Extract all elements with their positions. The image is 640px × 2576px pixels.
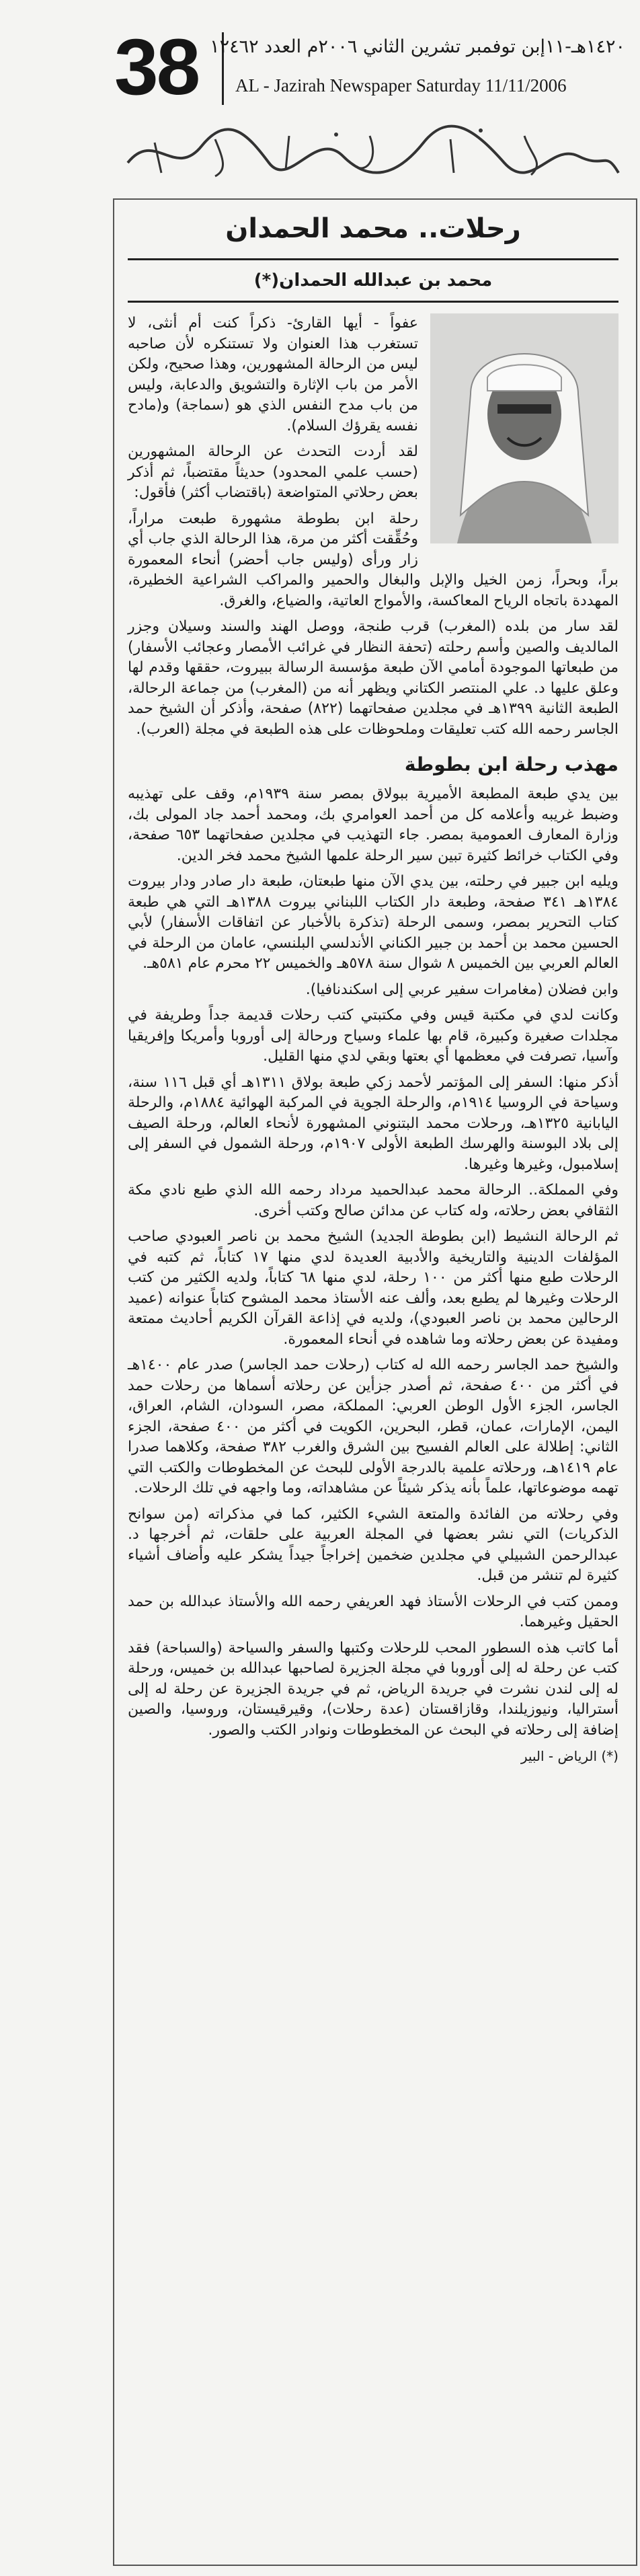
paragraph: وكانت لدي في مكتبة قيس وفي مكتبتي كتب رحلات قديمة جداً وطريفة في مجلدات صغيرة وكبيرة، قام بها علماء وسياح ورحالة إلى أوروبا وأمريكا وإفريقيا وآسيا، تصرفت في معظمها أي بعتها وبقي لدي منها القليل. — [128, 1007, 618, 1065]
paragraph: وابن فضلان (مغامرات سفير عربي إلى اسكندنافيا). — [305, 981, 618, 998]
paragraph: عفواً - أيها القارئ- ذكراً كنت أم أنثى، لا تستغرب هذا العنوان ولا تستنكره لأن صاحبه ليس من الرحالة المشهورين، وهذا صحيح، ولكن الأمر من باب الإثارة والتشويق والدعابة، وليس من باب مدح النفس الذي هو (سماجة) و(مادح نفسه يقرؤك السلام). — [128, 315, 418, 434]
paragraph: وفي المملكة.. الرحالة محمد عبدالحميد مرداد رحمه الله الذي طبع نادي مكة الثقافي بعض رحلاته، وله كتاب عن مدائن صالح وكتب أخرى. — [128, 1182, 618, 1219]
masthead — [114, 23, 625, 112]
paragraph: رحلة ابن بطوطة مشهورة طبعت مراراً، وحُقِّقت أكثر من مرة، هذا الرحالة الذي جاب أي زار ورأى (وليس جاب أحضر) أنحاء المعمورة براً، وبحراً، زمن الخيل والإبل والبغال والحمير والمراكب الشراعية الخطيرة، المهددة باتجاه الرياح المعاكسة، والأمواج العاتية، والضياع، والغرق. — [128, 510, 618, 609]
paragraph: وممن كتب في الرحلات الأستاذ فهد العريفي رحمه الله والأستاذ عبدالله بن حمد الحقيل وغيرهما. — [128, 1593, 618, 1630]
paragraph: أما كاتب هذه السطور المحب للرحلات وكتبها والسفر والسياحة (والسباحة) فقد كتب عن رحلة له إلى أوروبا في مجلة الجزيرة لصاحبها عبدالله بن خميس، ورحلة له إلى لندن نشرت في جريدة الرياض، ثم في جريدة الجزيرة عن رحلة له إلى أستراليا، ونيوزيلندا، وقازاقستان (عدة رحلات)، وقيرقيستان، وروسيا، والصين إضافة إلى رحلاته في البحث عن المخطوطات ونوادر الكتب والصور. — [128, 1639, 618, 1739]
author-footnote: (*) الرياض - البير — [520, 1748, 618, 1764]
paragraph: لقد أردت التحدث عن الرحالة المشهورين (حسب علمي المحدود) حديثاً مقتضباً، ثم أذكر بعض رحلاتي المتواضعة (باقتضاب أكثر) فأقول: — [128, 443, 418, 501]
paragraph: ويليه ابن جبير في رحلته، بين يدي الآن منها طبعتان، طبعة دار صادر ودار بيروت ١٣٨٤هـ ٣٤١ صفحة، وطبعة دار الكتاب اللبناني بيروت ١٣٨٨هـ التي هي طبعة كتاب التحرير بمصر، وسمى الرحلة (تذكرة بالأخبار عن اتفاقات الأسفار) لأبي الحسين محمد بن أحمد بن جبير الكناني الأندلسي البلنسي، عامان من الرحلة في العالم العربي بين الخميس ٨ شوال سنة ٥٧٨هـ والخميس ٢٢ محرم عام ٥٨١هـ. — [128, 873, 618, 972]
author-photo — [430, 313, 618, 543]
article-byline: محمد بن عبدالله الحمدان(*) — [128, 258, 618, 303]
handwritten-note — [114, 116, 625, 190]
paragraph: وفي رحلاته من الفائدة والمتعة الشيء الكثير، كما في مذكراته (من سوانح الذكريات) التي نشر بعضها في المجلة العربية على حلقات، ثم أخرجها د. عبدالرحمن الشبيلي في مجلدين ضخمين إخراجاً جيداً يشكر عليه وأضاف أشياء كثيرة لم تنشر من قبل. — [128, 1505, 618, 1584]
page-number: 38 — [114, 23, 199, 112]
article-column — [128, 202, 618, 1767]
paragraph: ثم الرحالة النشيط (ابن بطوطة الجديد) الشيخ محمد بن ناصر العبودي صاحب المؤلفات الدينية والتاريخية والأدبية العديدة لدي منها ١٧ كتاباً، ثم كتبه في الرحلات طبع منها أكثر من ١٠٠ رحلة، لدي منها ٦٨ كتاباً، ولديه الكثير من كتب الرحلات وغيرها لم يطبع بعد، وألف عنه الأستاذ محمد المشوح كتاباً عنوانه (عميد الرحالين محمد بن ناصر العبودي)، ولديه في إذاعة القرآن الكريم أحاديث ممتعة ومفيدة عن بعض رحلاته وما شاهده في أنحاء المعمورة. — [128, 1228, 618, 1348]
issue-date-arabic: ١٤٢٠هـ-١١إبن توفمبر تشرين الثاني ٢٠٠٦م العدد ١٢٤٦٢ — [210, 36, 625, 57]
issue-date-english: AL - Jazirah Newspaper Saturday 11/11/2006 — [235, 75, 567, 96]
section-heading: مهذب رحلة ابن بطوطة — [404, 753, 618, 775]
article-title: رحلات.. محمد الحمدان — [225, 213, 521, 244]
paragraph: بين يدي طبعة المطبعة الأميرية ببولاق بمصر سنة ١٩٣٩م، وقف على تهذيبه وضبط غريبه وأعلامه كل من أحمد العوامري بك، ومحمد أحمد جاد المولى بك، وزارة المعارف العمومية بمصر. جاء التهذيب في مجلدين صفحاتهما ٦٥٣ صفحة، وفي الكتاب خرائط كثيرة تبين سير الرحلة علمها الشيخ محمد فخر الدين. — [128, 786, 619, 864]
paragraph: والشيخ حمد الجاسر رحمه الله له كتاب (رحلات حمد الجاسر) صدر عام ١٤٠٠هـ في أكثر من ٤٠٠ صفحة، ثم أصدر جزأين عن رحلاته أسماها من رحلات حمد الجاسر، الجزء الأول الوطن العربي: المملكة، مصر، السودان، الشام، العراق، اليمن، الإمارات، عمان، قطر، البحرين، الكويت في أكثر من ٤٠٠ صفحة، الجزء الثاني: إطلالة على العالم الفسيح بين الشرق والغرب ٣٨٢ صفحة، وكلاهما صدرا عام ١٤١٩هـ، ورحلاته علمية بالدرجة الأولى للبحث عن المخطوطات والكتب التي تهمه موضوعاتها، علماً بأنه يذكر شيئاً عن مشاهداته، وما واجهه في تلك الرحلات. — [128, 1357, 618, 1497]
paragraph: أذكر منها: السفر إلى المؤتمر لأحمد زكي طبعة بولاق ١٣١١هـ أي قبل ١١٦ سنة، وسياحة في الروسيا ١٩١٤م، والرحلة الجوية في المركبة الهوائية ١٨٨٤م، والرحلة اليابانية ١٣٢٥هـ، ورحلات محمد البتنوني المشهورة لأنحاء العالم، ورحلة الصيف إلى بلاد البوسنة والهرسك الطبعة الأولى ١٩٠٧م، ورحلة الشمول في السفر إلى إسلامبول، وغيرها وغيرها. — [128, 1073, 618, 1173]
paragraph: لقد سار من بلده (المغرب) قرب طنجة، ووصل الهند والسند وسيلان وجزر المالديف والصين وأسم رحلته (تحفة النظار في غرائب الأمصار وعجائب الأسفار) من طبعاتها الموجودة أمامي الآن طبعة مؤسسة الرسالة ببيروت، حققها وقدم لها وعلق عليها د. علي المنتصر الكتاني ويظهر أنه من (المغرب) من جماعة الرحالة، الطبعة الثانية ١٣٩٩هـ في مجلدين صفحاتهما (٨٢٢) صفحة، وأذكر أن الشيخ حمد الجاسر رحمه الله كتب تعليقات وملحوظات على هذه الطبعة في مجلة (العرب). — [128, 618, 619, 738]
